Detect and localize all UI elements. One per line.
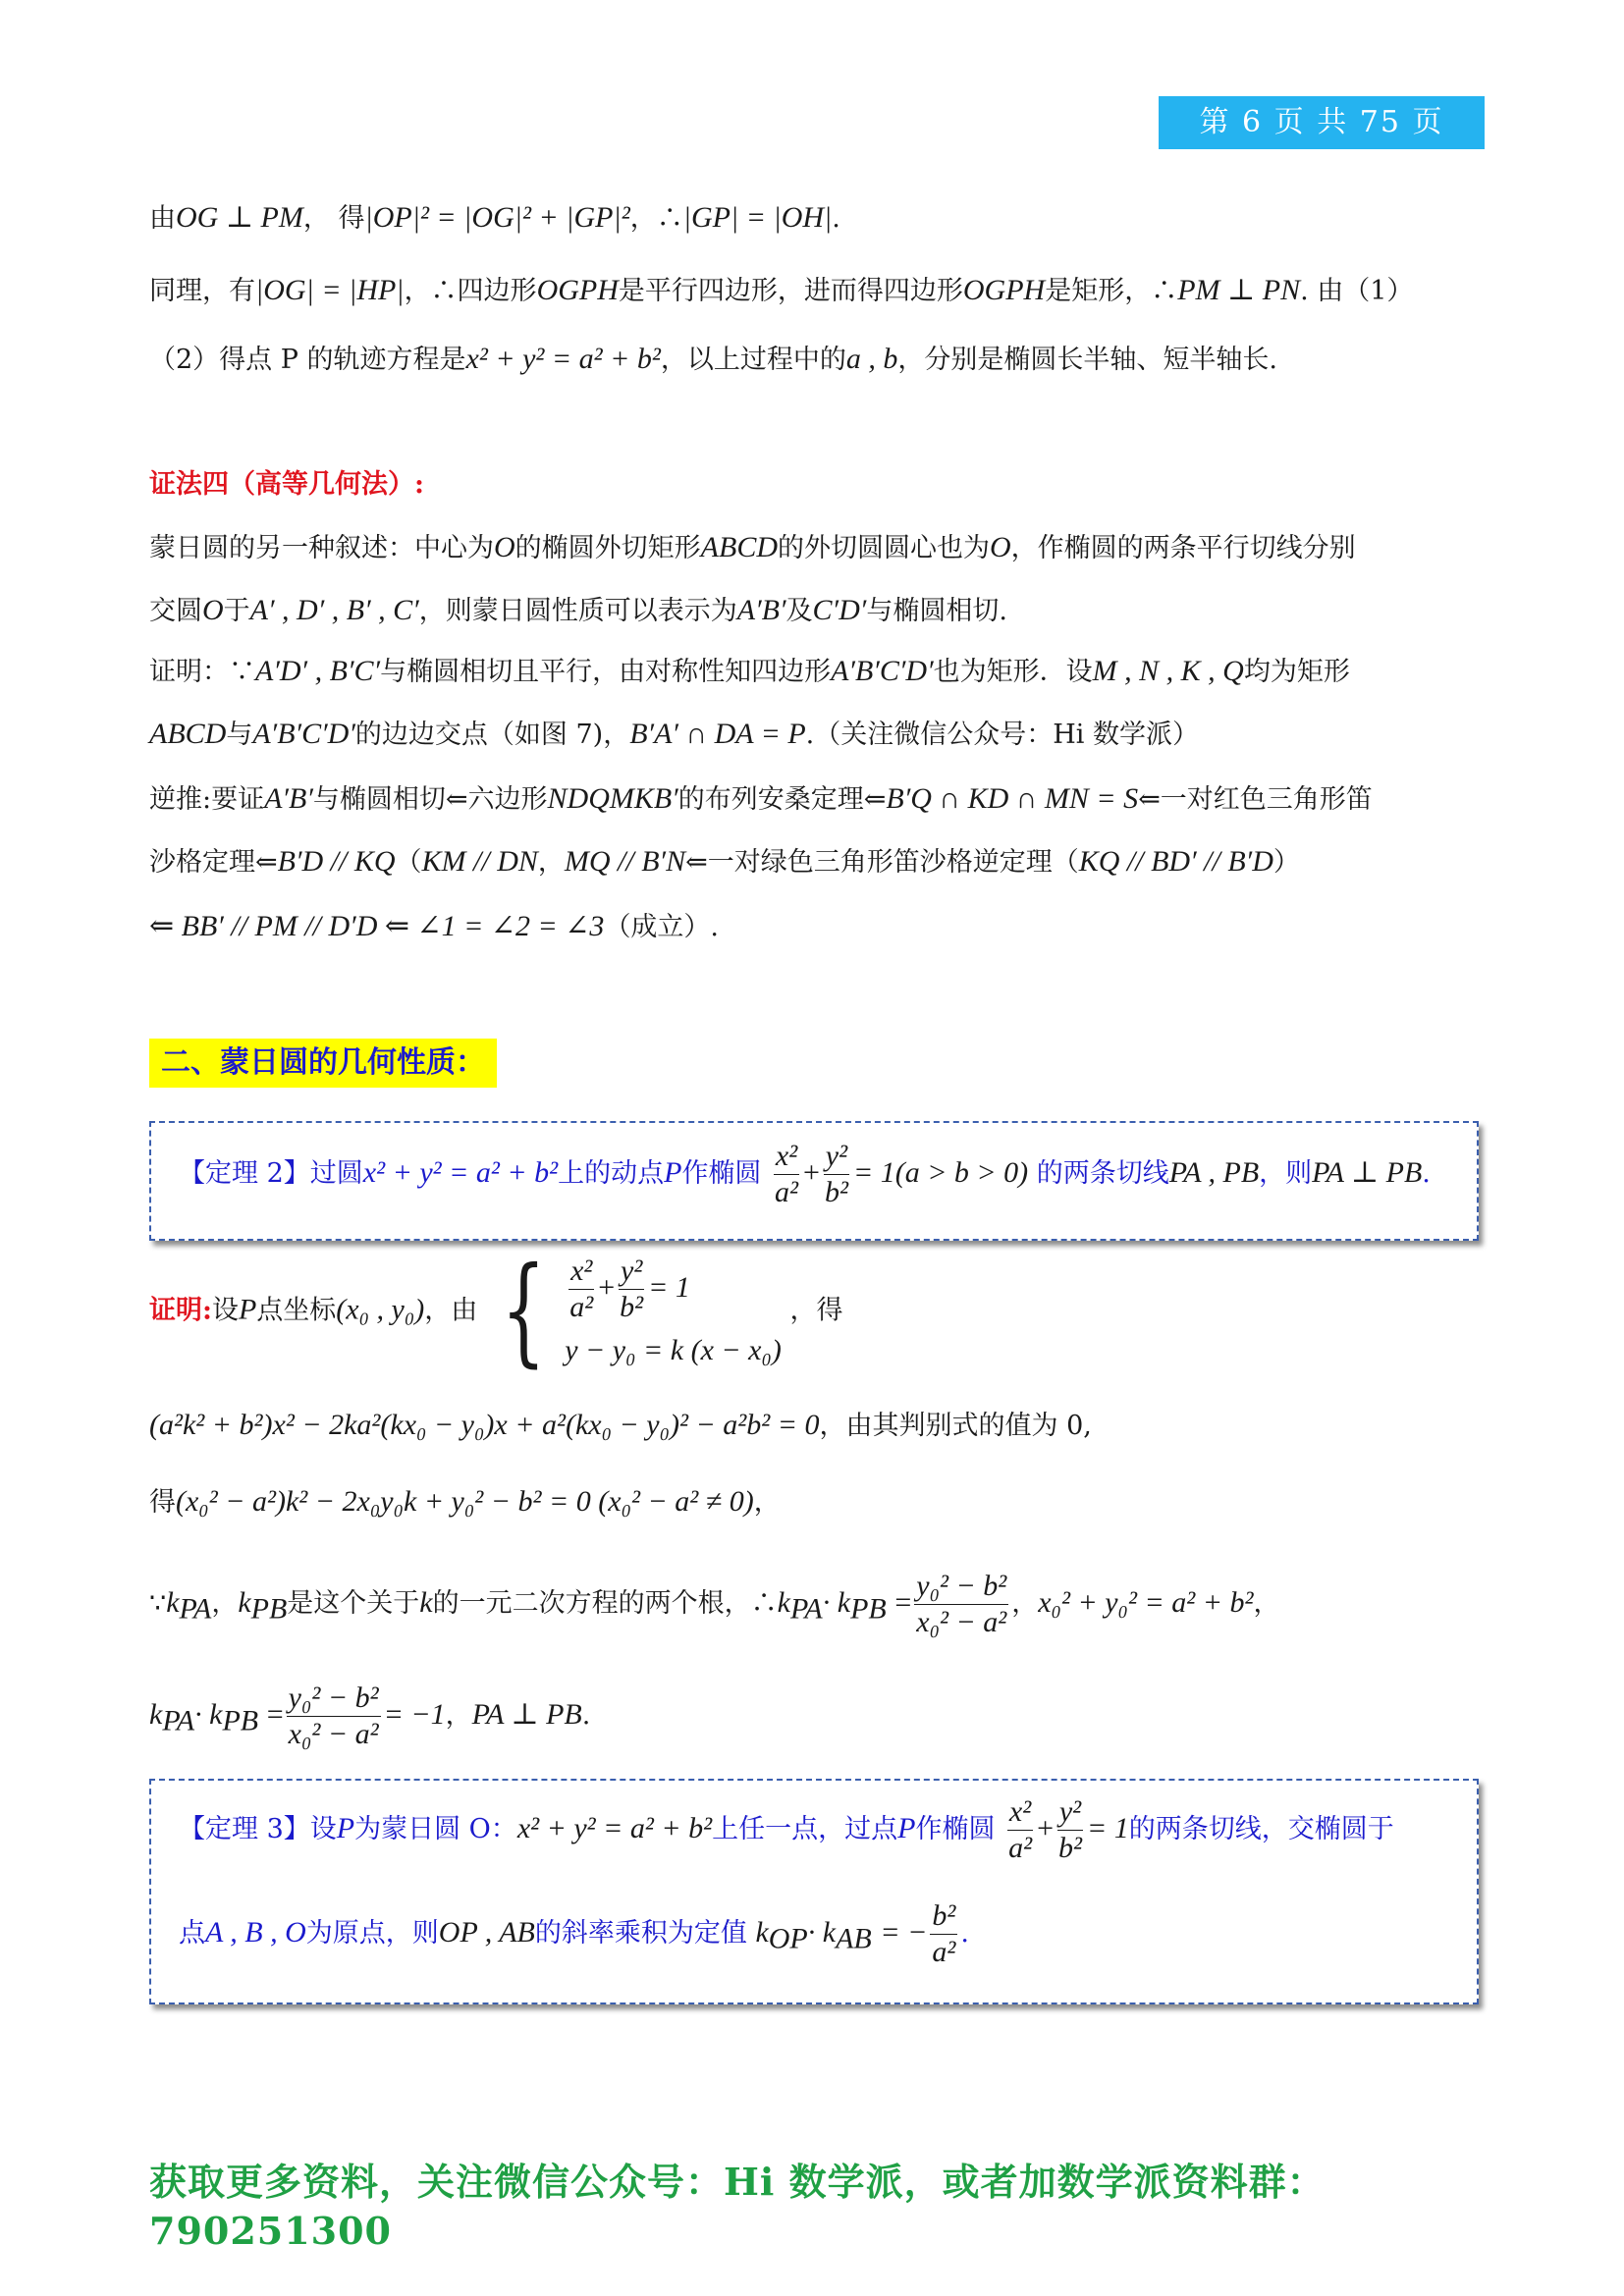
proof4-line-6: 沙格定理⇐B′D // KQ（KM // DN，MQ // B′N⇐一对绿色三角形笛沙格逆定理（KQ // BD′ // B′D） <box>149 845 1300 878</box>
proof4-line-3: 证明：∵A′D′ , B′C′与椭圆相切且平行，由对称性知四边形A′B′C′D′也为矩形．设M , N , K , Q均为矩形 <box>149 655 1350 687</box>
proof4-line-2: 交圆O于A′ , D′ , B′ , C′，则蒙日圆性质可以表示为A′B′及C′D′与椭圆相切. <box>149 594 1007 626</box>
theorem3-text-line-2: 点A , B , O为原点，则OP , AB的斜率乘积为定值 $k_{OP}\cdot k_{AB}$ = − $\frac{\text{b²}}{\text{a²}}$ . <box>179 1899 969 1968</box>
theorem3-text-line-1: 【定理 3】设P为蒙日圆 O：x² + y² = a² + b²上任一点，过点P作椭圆 $\frac{\text{x²}}{\text{a²}}$ + $\frac{\text{y²}}{\text{b²}}$ = 1的两条切线，交椭圆于 <box>179 1795 1394 1864</box>
theorem3-box <box>149 1779 1479 2004</box>
proof4-title: 证法四（高等几何法）: <box>149 469 424 500</box>
footer-promo: 获取更多资料，关注微信公众号：Hi 数学派，或者加数学派资料群：790251300 <box>149 2160 1326 2253</box>
proof-t2-line-3: 得(x₀² − a²)k² − 2x₀y₀k + y₀² − b² = 0 (x₀² − a² ≠ 0)， <box>149 1485 781 1518</box>
proof3-line-2: 同理，有|OG| = |HP|，∴四边形OGPH是平行四边形，进而得四边形OGPH是矩形，∴PM ⊥ PN. 由（1） <box>149 274 1414 306</box>
proof4-line-1: 蒙日圆的另一种叙述：中心为O的椭圆外切矩形ABCD的外切圆圆心也为O，作椭圆的两条平行切线分别 <box>149 531 1356 563</box>
proof4-line-4: ABCD与A′B′C′D′的边边交点（如图 7)，B′A′ ∩ DA = P.（关注微信公众号：Hi 数学派） <box>149 718 1200 750</box>
proof-t2-line-2: (a²k² + b²)x² − 2ka²(kx₀ − y₀)x + a²(kx₀ − y₀)² − a²b² = 0，由其判别式的值为 0, <box>149 1409 1092 1441</box>
proof-t2-line-5: $k_{PA}\cdot k_{PB}$ = $\frac{\text{y₀² − b²}}{\text{x₀² − a²}}$ = −1，PA ⊥ PB. <box>149 1682 591 1750</box>
proof-t2-line-1: 证明:设P点坐标(x₀ , y₀)，由 { $\frac{\text{x²}}{\text{a²}}$ + $\frac{\text{y²}}{\text{b²}}$ = 1 y − y₀ = k (x − x₀) ，得 <box>149 1243 843 1379</box>
proof3-line-1: 由OG ⊥ PM， 得|OP|² = |OG|² + |GP|²，∴|GP| = |OH|. <box>149 201 840 234</box>
section-heading: 二、蒙日圆的几何性质： <box>149 1039 497 1088</box>
proof4-line-7: ⇐ BB′ // PM // D′D ⇐ ∠1 = ∠2 = ∠3（成立）. <box>149 910 720 942</box>
proof3-line-3: （2）得点 P 的轨迹方程是x² + y² = a² + b²，以上过程中的a , b，分别是椭圆长半轴、短半轴长. <box>149 343 1277 375</box>
proof-t2-line-4: $\because k_{PA}$，$k_{PB}$是这个关于k的一元二次方程的两个根，$\therefore k_{PA}\cdot k_{PB}$ = $\frac{\text{y₀² − b²}}{\text{x₀² − a²}}$ ，x₀² + y₀² = a² + b²， <box>149 1570 1280 1638</box>
equation-system: { $\frac{\text{x²}}{\text{a²}}$ + $\frac{\text{y²}}{\text{b²}}$ = 1 y − y₀ = k (x − x₀) <box>501 1243 782 1379</box>
theorem2-box <box>149 1121 1479 1241</box>
proof4-line-5: 逆推:要证A′B′与椭圆相切⇐六边形NDQMKB′的布列安桑定理⇐B′Q ∩ KD ∩ MN = S⇐一对红色三角形笛 <box>149 782 1373 815</box>
page-number-badge: 第 6 页 共 75 页 <box>1159 96 1485 149</box>
theorem2-text: 【定理 2】过圆x² + y² = a² + b²上的动点P作椭圆 $\frac{\text{x²}}{\text{a²}}$ + $\frac{\text{y²}}{\text{b²}}$ = 1(a > b > 0) 的两条切线PA , PB，则PA ⊥ PB. <box>179 1140 1431 1208</box>
